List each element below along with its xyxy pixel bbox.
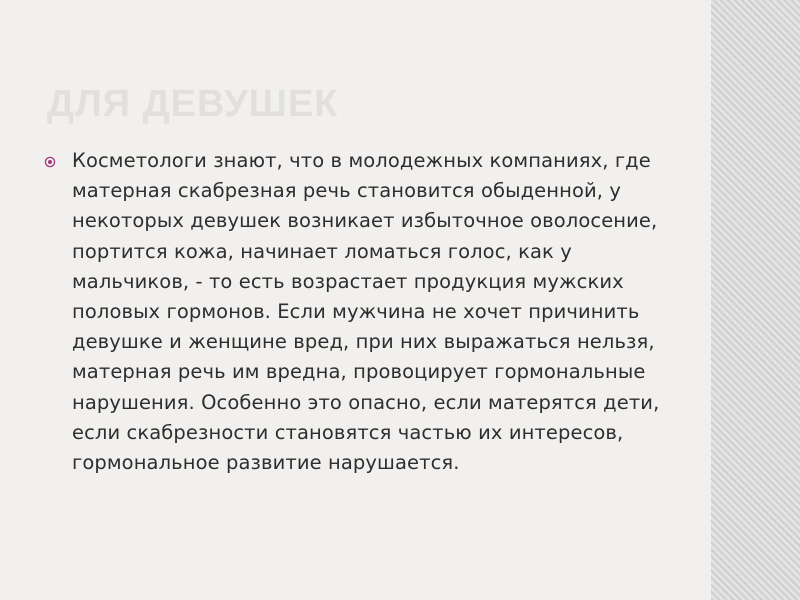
- bullet-item: [44, 146, 668, 478]
- slide-title: ДЛЯ ДЕВУШЕК: [47, 83, 339, 125]
- decorative-side-panel: [711, 0, 800, 600]
- bullet-text: Косметологи знают, что в молодежных компаниях, где матерная скабрезная речь становится обыденной, у некоторых девушек возникает избыточное оволосение, портится кожа, начинает ломаться голос, как у мальчиков, - то есть возрастает продукция мужских половых гормонов. Если мужчина не хочет причинить девушке и женщине вред, при них выражаться нельзя, матерная речь им вредна, провоцирует гормональные нарушения. Особенно это опасно, если матерятся дети, если скабрезности становятся частью их интересов, гормональное развитие нарушается.: [72, 149, 660, 475]
- circle-bullet-icon: [44, 155, 56, 167]
